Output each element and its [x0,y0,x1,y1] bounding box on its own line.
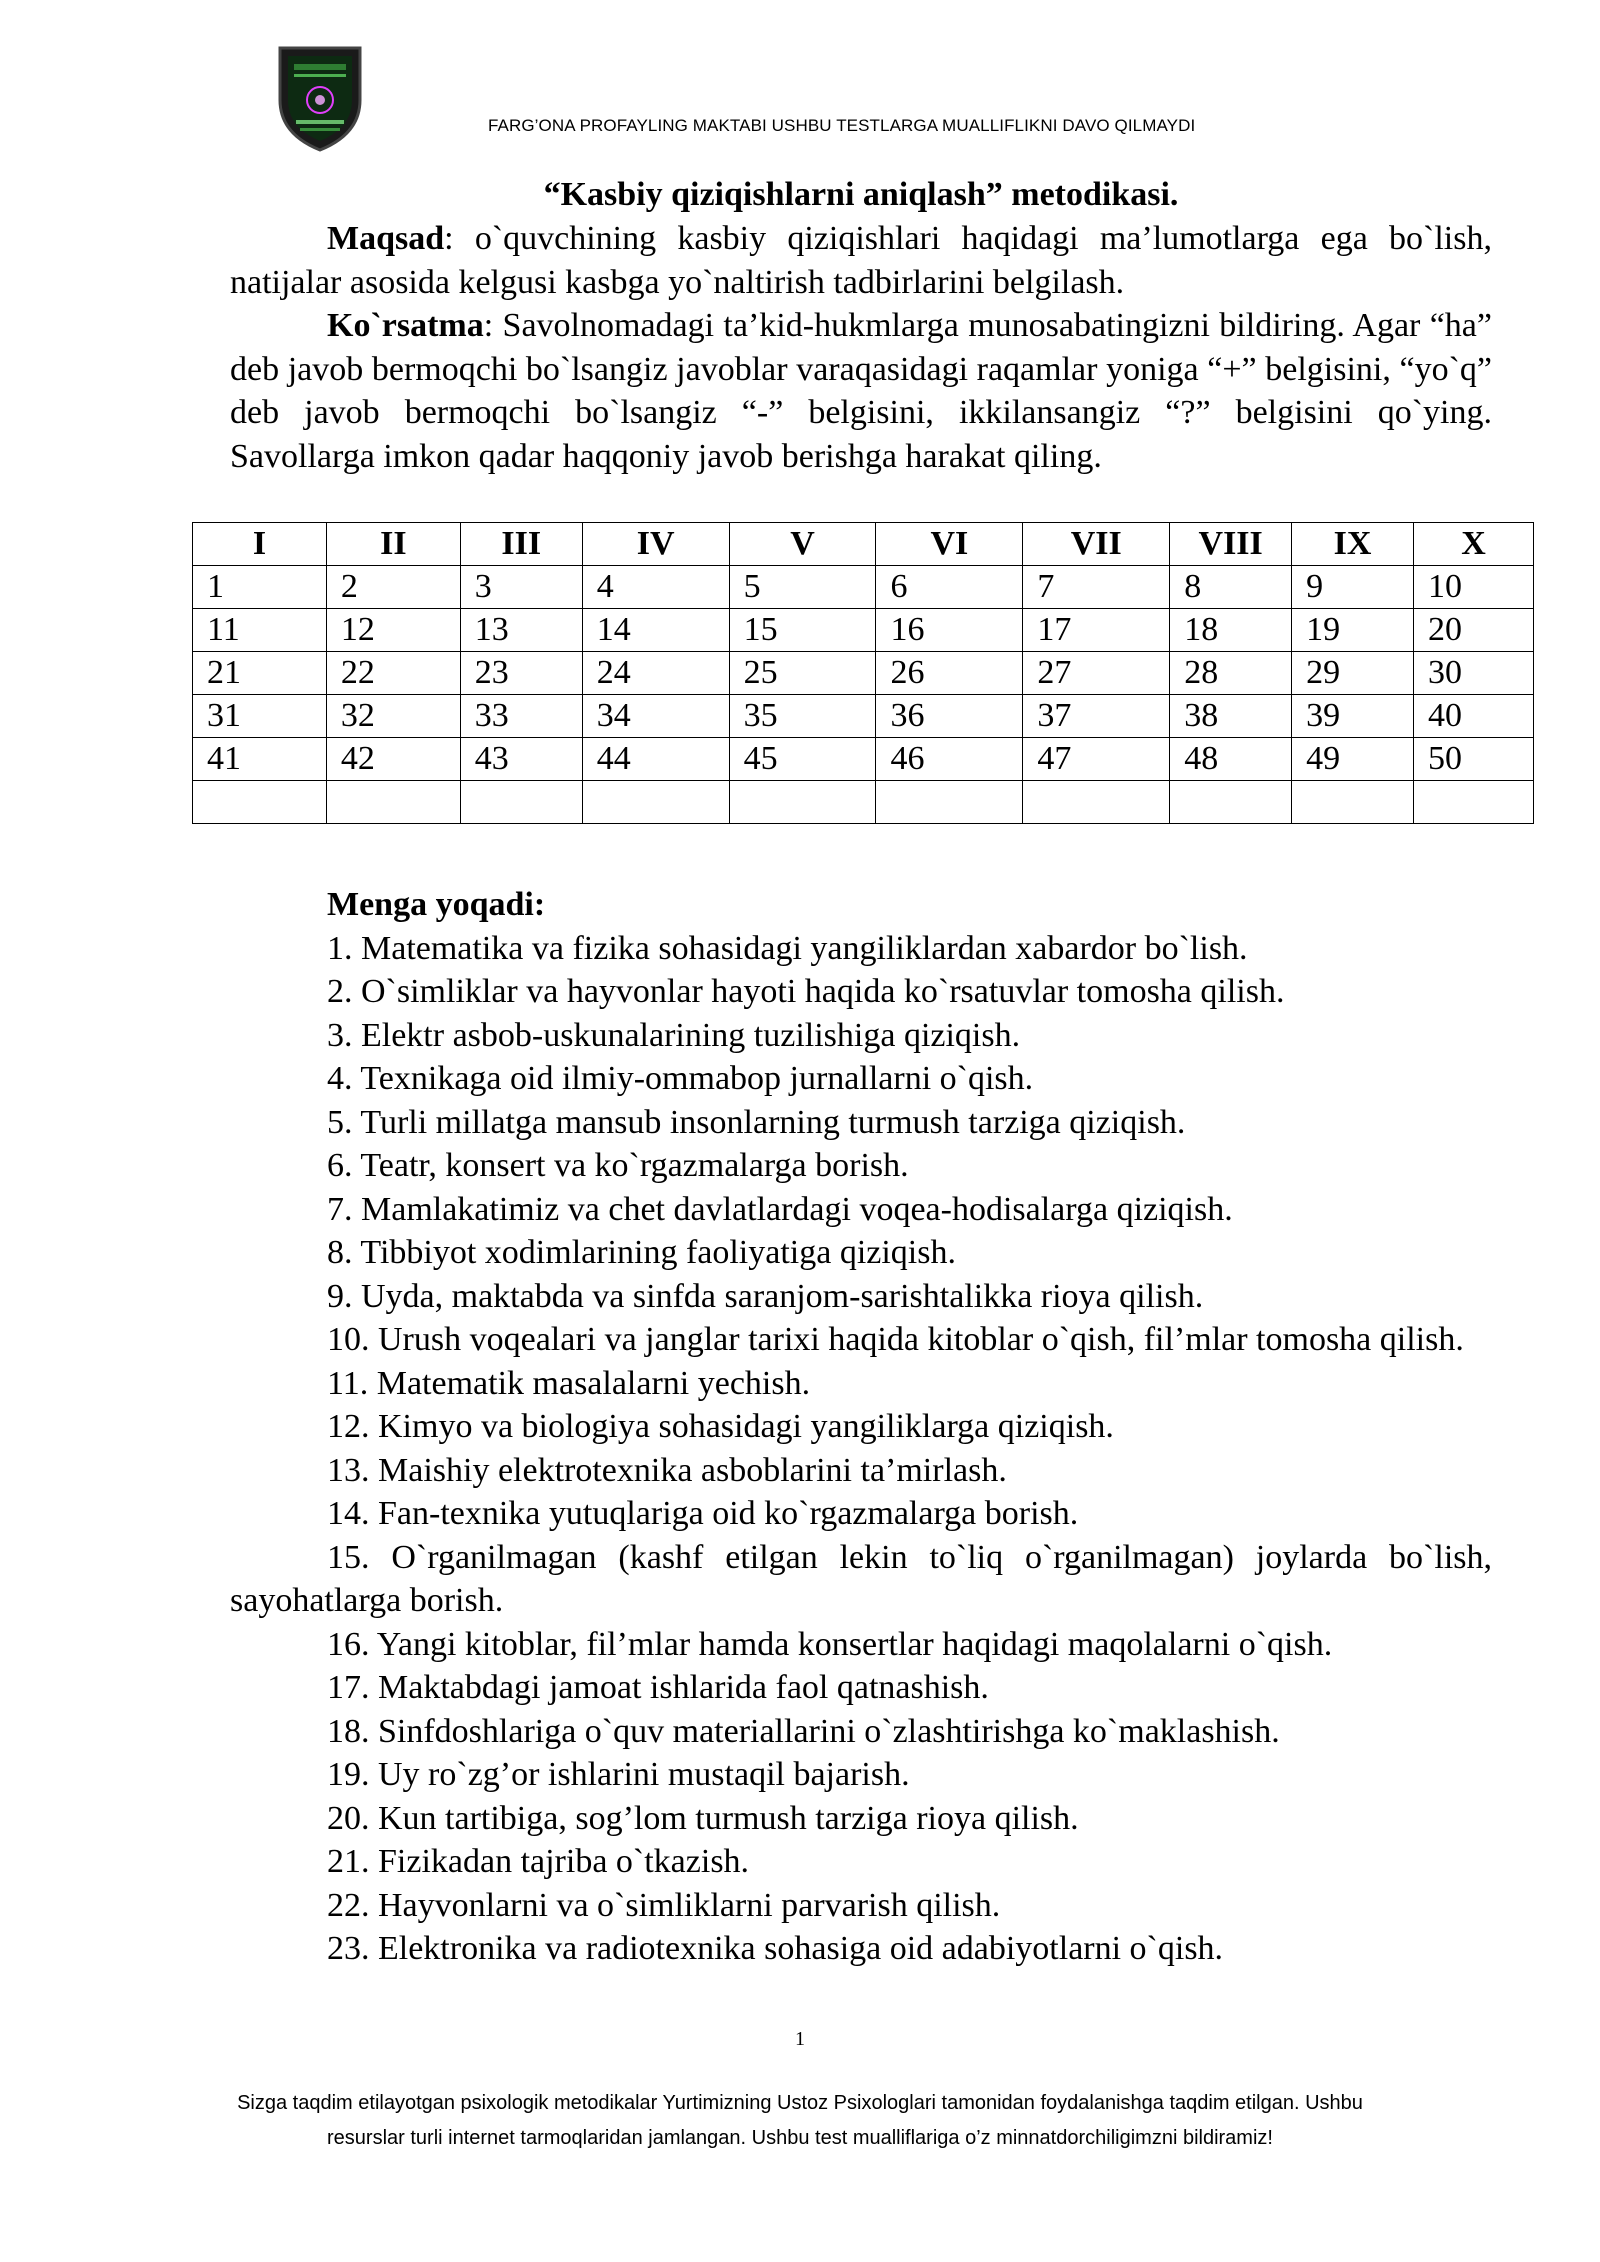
table-cell: 34 [582,695,729,738]
instruction-paragraph [230,304,1492,478]
table-body [193,566,1534,824]
table-cell: 14 [582,609,729,652]
list-item: 17. Maktabdagi jamoat ishlarida faol qatnashish. [327,1669,989,1706]
table-cell: 4 [582,566,729,609]
footer-line: resurslar turli internet tarmoqlaridan jamlangan. Ushbu test mualliflariga o’z minnatdorchiligimzni bildiramiz! [327,2127,1273,2149]
list-item: 22. Hayvonlarni va o`simliklarni parvarish qilish. [327,1886,1001,1924]
list-item: 12. Kimyo va biologiya sohasidagi yangiliklarga qiziqish. [327,1408,1114,1445]
table-cell: 35 [729,695,876,738]
table-cell: 31 [193,695,327,738]
table-cell [876,781,1023,824]
list-item: 9. Uyda, maktabda va sinfda saranjom-sarishtalikka rioya qilish. [327,1277,1204,1315]
column-header: VI [876,523,1023,566]
list-item: 11. Matematik masalalarni yechish. [327,1364,811,1402]
list-items [230,927,1492,1971]
table-cell: 7 [1023,566,1170,609]
table-cell: 6 [876,566,1023,609]
table-cell: 50 [1414,738,1534,781]
table-cell [326,781,460,824]
table-row [193,652,1534,695]
table-cell: 40 [1414,695,1534,738]
footer-note [200,2086,1400,2156]
table-cell: 32 [326,695,460,738]
list-item: 16. Yangi kitoblar, fil’mlar hamda konsertlar haqidagi maqolalarni o`qish. [327,1625,1333,1663]
table-cell: 48 [1170,738,1292,781]
table-cell [1023,781,1170,824]
goal-text: : o`quvchining kasbiy qiziqishlari haqidagi ma’lumotlarga ega bo`lish, natijalar asosida kelgusi kasbga yo`naltirish tadbirlarini belgilash. [230,220,1492,301]
table-cell: 17 [1023,609,1170,652]
table-cell: 5 [729,566,876,609]
table-cell: 28 [1170,652,1292,695]
table-cell: 47 [1023,738,1170,781]
list-heading: Menga yoqadi: [327,886,546,923]
document-title: “Kasbiy qiziqishlarni aniqlash” metodikasi. [543,176,1179,213]
table-cell: 9 [1292,566,1414,609]
table-cell [729,781,876,824]
list-item: 8. Tibbiyot xodimlarining faoliyatiga qiziqish. [327,1234,956,1271]
list-item: 6. Teatr, konsert va ko`rgazmalarga borish. [327,1147,909,1184]
table-cell [1292,781,1414,824]
statement-list [230,883,1492,1971]
goal-paragraph [230,217,1492,304]
column-header: VIII [1170,523,1292,566]
table-cell: 18 [1170,609,1292,652]
table-cell: 15 [729,609,876,652]
list-item: 13. Maishiy elektrotexnika asboblarini ta’mirlash. [327,1451,1007,1489]
list-item: 21. Fizikadan tajriba o`tkazish. [327,1843,750,1880]
header-disclaimer: FARG’ONA PROFAYLING MAKTABI USHBU TESTLARGA MUALLIFLIKNI DAVO QILMAYDI [488,116,1196,135]
answer-sheet-table [192,522,1534,824]
table-cell: 29 [1292,652,1414,695]
instruction-text: : Savolnomadagi ta’kid-hukmlarga munosabatingizni bildiring. Agar “ha” deb javob bermoqchi bo`lsangiz javoblar varaqasidagi raqamlar yoniga “+” belgisini, “yo`q” deb javob bermoqchi bo`lsangiz “-” belgisini, ikkilansangiz “?” belgisini qo`ying. Savollarga imkon qadar haqqoniy javob berishga harakat qiling. [230,307,1492,475]
table-cell [1414,781,1534,824]
column-header: I [193,523,327,566]
table-cell: 12 [326,609,460,652]
table-cell: 25 [729,652,876,695]
table-cell: 20 [1414,609,1534,652]
table-cell: 21 [193,652,327,695]
intro-section [230,217,1492,478]
column-header: V [729,523,876,566]
table-row [193,609,1534,652]
table-cell: 30 [1414,652,1534,695]
column-header: X [1414,523,1534,566]
table-cell [1170,781,1292,824]
shield-emblem-icon [272,42,368,154]
footer-line: Sizga taqdim etilayotgan psixologik metodikalar Yurtimizning Ustoz Psixologlari tamonidan foydalanishga taqdim etilgan. Ushbu [237,2092,1363,2114]
table-row [193,566,1534,609]
list-item: 10. Urush voqealari va janglar tarixi haqida kitoblar o`qish, fil’mlar tomosha qilish. [327,1321,1464,1358]
table-cell: 3 [460,566,582,609]
column-header: IX [1292,523,1414,566]
list-item: 23. Elektronika va radiotexnika sohasiga oid adabiyotlarni o`qish. [327,1930,1224,1967]
table-row [193,738,1534,781]
list-item: 5. Turli millatga mansub insonlarning turmush tarziga qiziqish. [327,1103,1186,1141]
column-header: IV [582,523,729,566]
table-cell: 46 [876,738,1023,781]
list-item: 7. Mamlakatimiz va chet davlatlardagi voqea-hodisalarga qiziqish. [327,1190,1233,1228]
table-cell: 10 [1414,566,1534,609]
table-cell: 36 [876,695,1023,738]
table-cell: 22 [326,652,460,695]
table-cell [193,781,327,824]
goal-label: Maqsad [327,220,445,257]
list-item: 15. O`rganilmagan (kashf etilgan lekin to`liq o`rganilmagan) joylarda bo`lish, sayohatlarga borish. [230,1538,1492,1619]
list-item: 18. Sinfdoshlariga o`quv materiallarini o`zlashtirishga ko`maklashish. [327,1712,1280,1750]
page-number: 1 [795,2028,805,2050]
table-cell: 37 [1023,695,1170,738]
column-header: II [326,523,460,566]
table-cell: 43 [460,738,582,781]
table-cell: 44 [582,738,729,781]
table-cell: 38 [1170,695,1292,738]
table-cell: 24 [582,652,729,695]
list-item: 14. Fan-texnika yutuqlariga oid ko`rgazmalarga borish. [327,1495,1079,1532]
table-cell [460,781,582,824]
table-cell: 33 [460,695,582,738]
table-cell: 19 [1292,609,1414,652]
table-header-row [193,523,1534,566]
table-cell: 8 [1170,566,1292,609]
list-item: 3. Elektr asbob-uskunalarining tuzilishiga qiziqish. [327,1016,1021,1054]
table-cell: 41 [193,738,327,781]
table-cell: 45 [729,738,876,781]
table-cell: 27 [1023,652,1170,695]
table-cell: 16 [876,609,1023,652]
table-cell: 26 [876,652,1023,695]
table-cell: 39 [1292,695,1414,738]
table-cell: 1 [193,566,327,609]
list-item: 1. Matematika va fizika sohasidagi yangiliklardan xabardor bo`lish. [327,929,1248,967]
table-cell: 11 [193,609,327,652]
column-header: III [460,523,582,566]
column-header: VII [1023,523,1170,566]
instruction-label: Ko`rsatma [327,307,484,344]
table-cell: 13 [460,609,582,652]
list-item: 4. Texnikaga oid ilmiy-ommabop jurnallarni o`qish. [327,1060,1034,1097]
list-item: 2. O`simliklar va hayvonlar hayoti haqida ko`rsatuvlar tomosha qilish. [327,973,1285,1010]
table-cell: 42 [326,738,460,781]
table-cell: 23 [460,652,582,695]
table-row [193,781,1534,824]
table-cell: 2 [326,566,460,609]
table-cell [582,781,729,824]
table-cell: 49 [1292,738,1414,781]
list-item: 20. Kun tartibiga, sog’lom turmush tarziga rioya qilish. [327,1799,1079,1837]
table-row [193,695,1534,738]
list-item: 19. Uy ro`zg’or ishlarini mustaqil bajarish. [327,1756,910,1793]
